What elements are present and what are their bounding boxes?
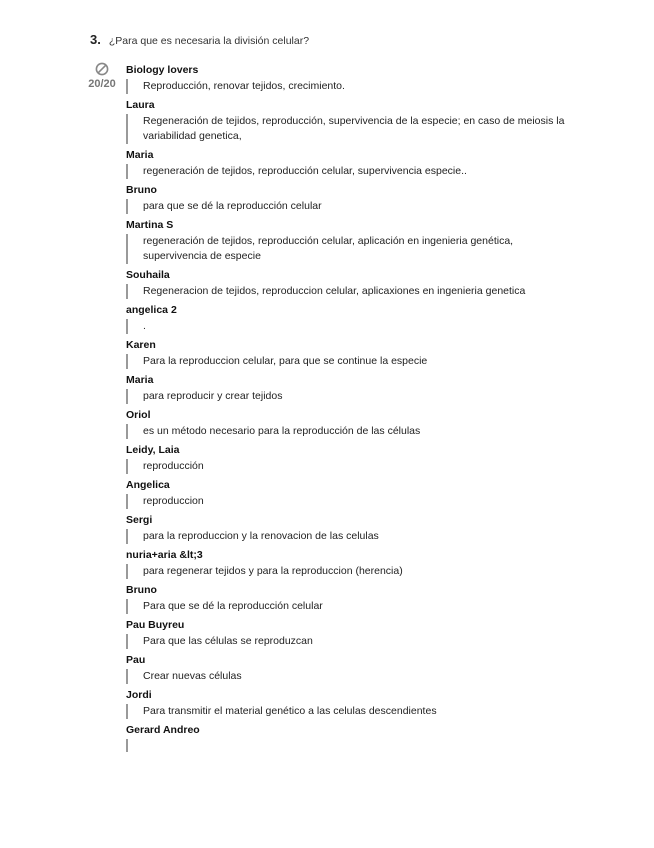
- answer-item: [126, 303, 566, 334]
- blocked-circle-icon: [95, 62, 109, 76]
- answer-author: Oriol: [126, 409, 151, 421]
- answer-item: [126, 183, 566, 214]
- answer-text: [126, 739, 566, 752]
- answer-author: Pau: [126, 654, 146, 666]
- answer-text: reproducción: [126, 459, 566, 474]
- answer-author: Karen: [126, 339, 156, 351]
- answer-text: para reproducir y crear tejidos: [126, 389, 566, 404]
- answers-list: [126, 63, 566, 756]
- answer-item: [126, 478, 566, 509]
- answer-text: Para que las células se reproduzcan: [126, 634, 566, 649]
- answer-item: [126, 408, 566, 439]
- answer-item: [126, 373, 566, 404]
- answer-item: [126, 338, 566, 369]
- answer-author: Pau Buyreu: [126, 619, 185, 631]
- score-value: 20/20: [88, 78, 116, 90]
- answer-item: [126, 548, 566, 579]
- answer-author: Angelica: [126, 479, 170, 491]
- answer-text: para la reproduccion y la renovacion de las celulas: [126, 529, 566, 544]
- answer-text: para regenerar tejidos y para la reproduccion (herencia): [126, 564, 566, 579]
- answer-author: Bruno: [126, 584, 157, 596]
- answer-text: es un método necesario para la reproducción de las células: [126, 424, 566, 439]
- answer-item: [126, 268, 566, 299]
- answer-author: nuria+aria &lt;3: [126, 549, 203, 561]
- answer-author: Jordi: [126, 689, 152, 701]
- answer-author: Bruno: [126, 184, 157, 196]
- answer-author: Martina S: [126, 219, 174, 231]
- answer-author: Sergi: [126, 514, 153, 526]
- answer-author: Gerard Andreo: [126, 724, 200, 736]
- answer-item: [126, 98, 566, 144]
- question-header: [90, 32, 309, 47]
- answer-text: .: [126, 319, 566, 334]
- answer-text: Para la reproduccion celular, para que se continue la especie: [126, 354, 566, 369]
- answer-text: regeneración de tejidos, reproducción celular, supervivencia especie..: [126, 164, 566, 179]
- answer-text: para que se dé la reproducción celular: [126, 199, 566, 214]
- answer-item: [126, 218, 566, 264]
- score-column: [84, 62, 120, 90]
- answer-text: reproduccion: [126, 494, 566, 509]
- question-number: 3.: [90, 32, 101, 47]
- answer-author: Souhaila: [126, 269, 170, 281]
- answer-text: Crear nuevas células: [126, 669, 566, 684]
- question-text: ¿Para que es necesaria la división celular?: [108, 35, 310, 47]
- answer-text: regeneración de tejidos, reproducción celular, aplicación en ingenieria genética, supervivencia de especie: [126, 234, 566, 264]
- answer-text: Para transmitir el material genético a las celulas descendientes: [126, 704, 566, 719]
- answer-author: Laura: [126, 99, 155, 111]
- answer-text: Regeneración de tejidos, reproducción, supervivencia de la especie; en caso de meiosis la variabilidad genetica,: [126, 114, 566, 144]
- answer-item: [126, 688, 566, 719]
- answer-text: Para que se dé la reproducción celular: [126, 599, 566, 614]
- answer-text: Regeneracion de tejidos, reproduccion celular, aplicaxiones en ingenieria genetica: [126, 284, 566, 299]
- answer-item: [126, 148, 566, 179]
- answer-text: Reproducción, renovar tejidos, crecimiento.: [126, 79, 566, 94]
- answer-author: Biology lovers: [126, 64, 199, 76]
- answer-item: [126, 513, 566, 544]
- answer-author: angelica 2: [126, 304, 177, 316]
- answer-item: [126, 63, 566, 94]
- answer-item: [126, 723, 566, 752]
- answer-item: [126, 618, 566, 649]
- answer-author: Maria: [126, 149, 154, 161]
- answer-item: [126, 583, 566, 614]
- answer-author: Leidy, Laia: [126, 444, 180, 456]
- answer-author: Maria: [126, 374, 154, 386]
- answer-item: [126, 653, 566, 684]
- answer-item: [126, 443, 566, 474]
